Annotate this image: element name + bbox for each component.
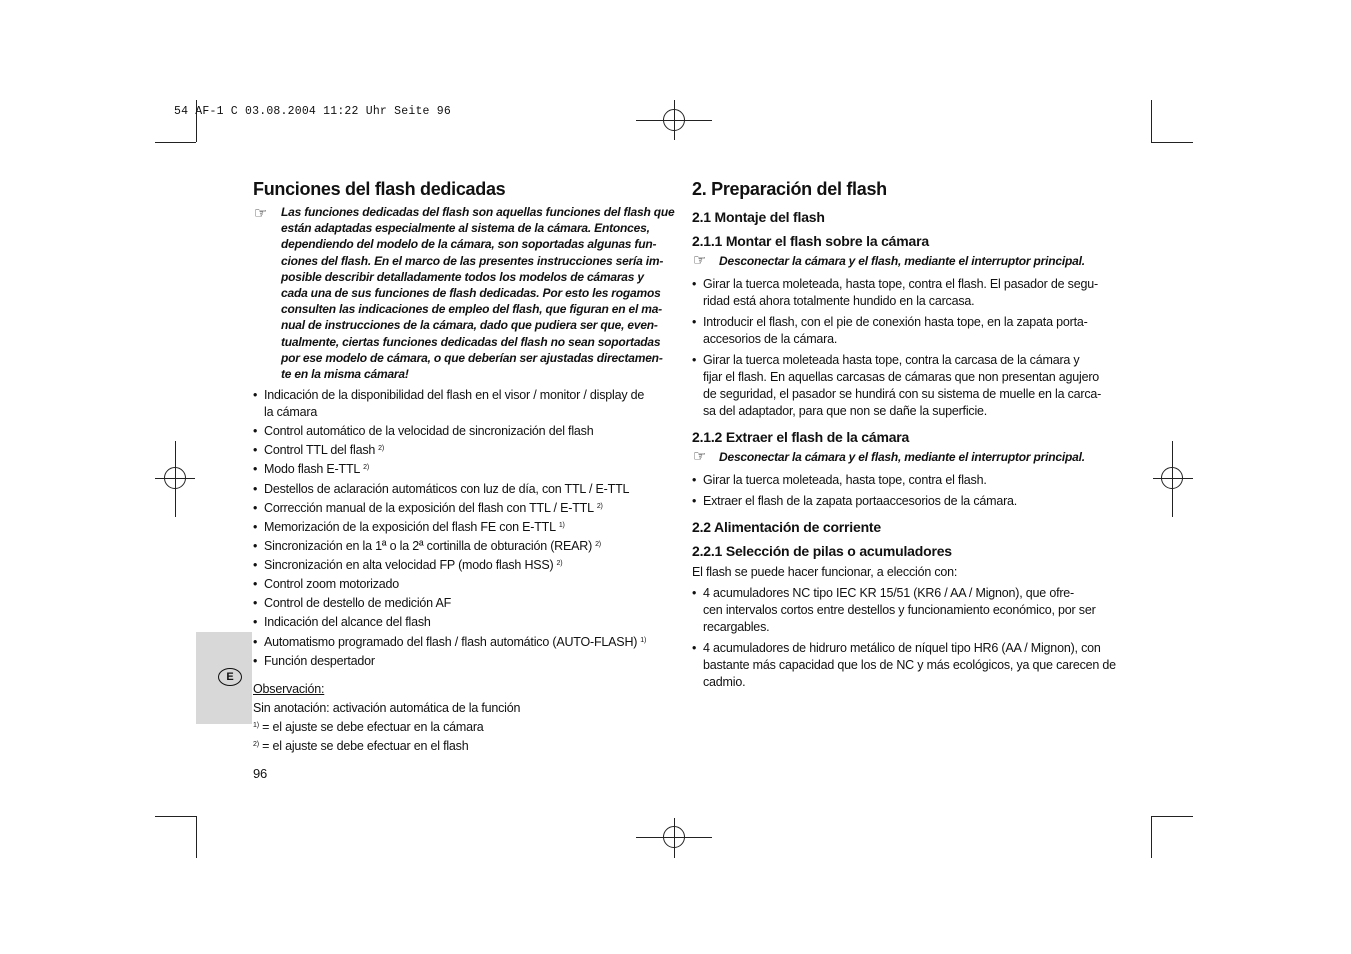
observation-line: Sin anotación: activación automática de la función	[253, 701, 521, 715]
list-item: • 4 acumuladores NC tipo IEC KR 15/51 (KR6 / AA / Mignon), que ofre- cen intervalos cortos entre destellos y funcionamiento económico, por ser recargables.	[692, 586, 1096, 634]
list-item: • Automatismo programado del flash / flash automático (AUTO-FLASH) $^{1)}$	[253, 635, 647, 649]
list-item: • Modo flash E-TTL $^{2)}$	[253, 462, 369, 476]
section-2-1: 2.1 Montaje del flash	[692, 209, 825, 225]
list-item: • Sincronización en alta velocidad FP (modo flash HSS) $^{2)}$	[253, 558, 563, 572]
warning-note-1: Desconectar la cámara y el flash, mediante el interruptor principal.	[719, 254, 1085, 268]
list-item: • Corrección manual de la exposición del flash con TTL / E-TTL $^{2)}$	[253, 501, 603, 515]
crop-mark	[1151, 816, 1152, 858]
observation-label: Observación:	[253, 682, 325, 696]
list-item: • Indicación del alcance del flash	[253, 615, 431, 629]
page-number: 96	[253, 766, 268, 781]
pointing-hand-icon: ☞	[254, 205, 268, 222]
list-item: • Girar la tuerca moleteada hasta tope, contra la carcasa de la cámara y fijar el flash. En aquellas carcasas de cámaras que non presentan agujero de seguridad, el pasador se hundirá con su sistema de muelle en la carca- sa del adaptador, para que non se dañe la superficie.	[692, 353, 1102, 418]
footnote-2: $^{2)}$ = el ajuste se debe efectuar en el flash	[253, 739, 469, 753]
print-slug: 54 AF-1 C 03.08.2004 11:22 Uhr Seite 96	[174, 105, 451, 118]
crop-mark	[1151, 816, 1193, 817]
list-item: • Sincronización en la 1ª o la 2ª cortinilla de obturación (REAR) $^{2)}$	[253, 539, 601, 553]
section-2-2: 2.2 Alimentación de corriente	[692, 519, 881, 535]
warning-note-2: Desconectar la cámara y el flash, mediante el interruptor principal.	[719, 450, 1085, 464]
list-item: • Introducir el flash, con el pie de conexión hasta tope, en la zapata porta- accesorios de la cámara.	[692, 315, 1088, 346]
list-item: • Extraer el flash de la zapata portaaccesorios de la cámara.	[692, 494, 1018, 508]
crop-mark	[196, 816, 197, 858]
list-item: • 4 acumuladores de hidruro metálico de níquel tipo HR6 (AA / Mignon), con bastante más capacidad que los de NC y más ecológicos, ya que carecen de cadmio.	[692, 641, 1116, 689]
language-letter: E	[218, 668, 242, 686]
list-item: • Girar la tuerca moleteada, hasta tope, contra el flash.	[692, 473, 987, 487]
list-item: • Destellos de aclaración automáticos con luz de día, con TTL / E-TTL	[253, 482, 630, 496]
crop-mark	[1151, 142, 1193, 143]
list-item: • Control automático de la velocidad de sincronización del flash	[253, 424, 594, 438]
left-title: Funciones del flash dedicadas	[253, 179, 506, 199]
pointing-hand-icon: ☞	[693, 448, 707, 465]
footnote-1: $^{1)}$ = el ajuste se debe efectuar en la cámara	[253, 720, 484, 734]
list-item: • Función despertador	[253, 654, 375, 668]
intro-text: El flash se puede hacer funcionar, a elección con:	[692, 565, 958, 579]
crop-mark	[1151, 100, 1152, 142]
list-item: • Indicación de la disponibilidad del flash en el visor / monitor / display de la cámara	[253, 388, 645, 419]
crop-mark	[155, 142, 196, 143]
list-item: • Memorización de la exposición del flash FE con E-TTL $^{1)}$	[253, 520, 565, 534]
section-2-1-2: 2.1.2 Extraer el flash de la cámara	[692, 429, 910, 445]
list-item: • Control TTL del flash $^{2)}$	[253, 443, 384, 457]
list-item: • Control de destello de medición AF	[253, 596, 452, 610]
dedicated-functions-note: Las funciones dedicadas del flash son aquellas funciones del flash que están adaptadas especialmente al sistema de la cámara. Entonces, dependiendo del modelo de la cámara, son soportadas algunas fun- ciones del flash. En el marco de las presentes instrucciones sería im- posible describir detalladamente todos los modelos de cámaras y cada una de sus funciones de flash dedicadas. Por esto les rogamos consulten las indicaciones de empleo del flash, que figuran en el ma- nual de instrucciones de la cámara, dado que pudiera ser que, even- tualmente, ciertas funciones dedicadas del flash no sean soportadas por ese modelo de cámara, o que deberían ser ajustadas directamen- te en la misma cámara!	[281, 205, 675, 382]
section-2-1-1: 2.1.1 Montar el flash sobre la cámara	[692, 233, 929, 249]
right-title: 2. Preparación del flash	[692, 179, 887, 199]
list-item: • Control zoom motorizado	[253, 577, 400, 591]
language-tab	[196, 632, 252, 724]
crop-mark	[155, 816, 196, 817]
pointing-hand-icon: ☞	[693, 252, 707, 269]
section-2-2-1: 2.2.1 Selección de pilas o acumuladores	[692, 543, 952, 559]
list-item: • Girar la tuerca moleteada, hasta tope, contra el flash. El pasador de segu- ridad está ahora totalmente hundido en la carcasa.	[692, 277, 1098, 308]
